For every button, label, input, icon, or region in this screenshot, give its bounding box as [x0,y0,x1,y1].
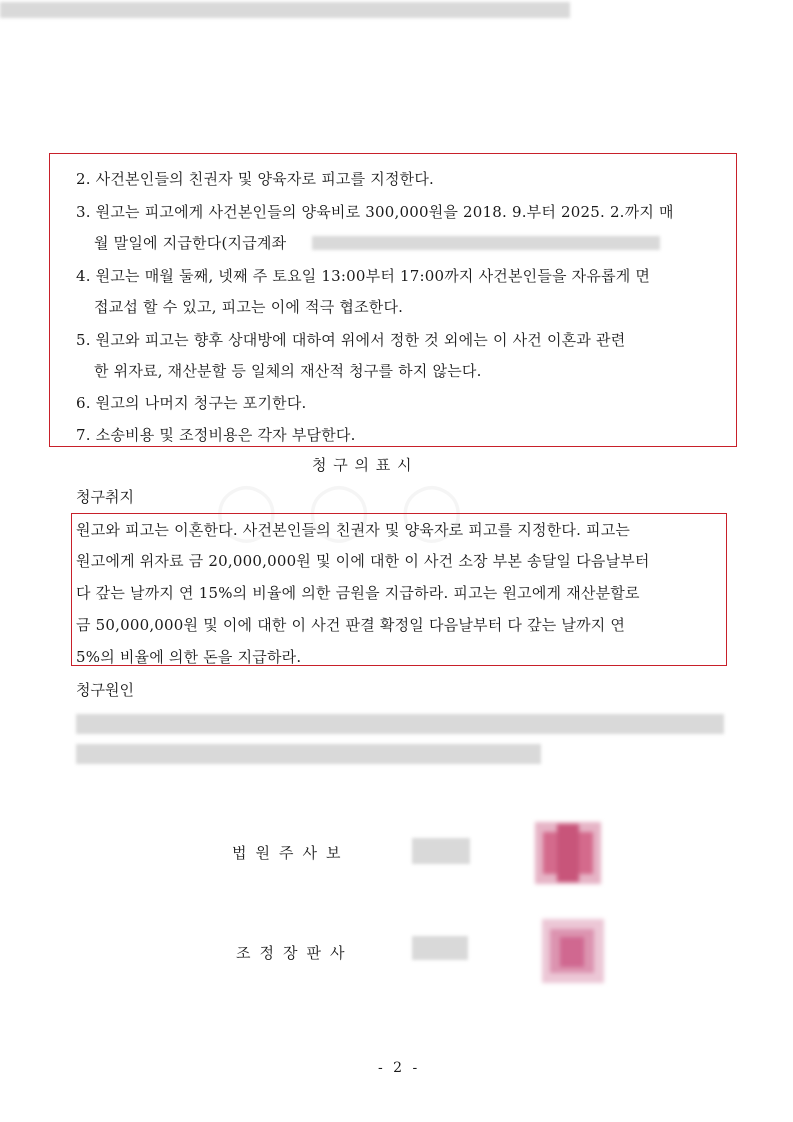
decision-item-2: 2. 사건본인들의 친권자 및 양육자로 피고를 지정한다. [76,170,434,188]
claim-purpose-line: 다 갚는 날까지 연 15%의 비율에 의한 금원을 지급하라. 피고는 원고에게 재산분할로 [76,584,640,602]
decision-item-5-cont: 한 위자료, 재산분할 등 일체의 재산적 청구를 하지 않는다. [94,362,482,380]
seal-stamp-clerk [527,818,607,888]
claim-purpose-line: 금 50,000,000원 및 이에 대한 이 사건 판결 확정일 다음날부터 다 갚는 날까지 연 [76,616,626,634]
decision-item-3-cont: 월 말일에 지급한다(지급계좌 [94,234,287,252]
claim-purpose-label: 청구취지 [76,488,134,506]
seal-stamp-judge [538,915,608,987]
signature-title-judge: 조정장판사 [236,944,354,962]
decision-item-7: 7. 소송비용 및 조정비용은 각자 부담한다. [76,426,356,444]
redacted-claim-cause [76,710,724,772]
redacted-header [0,0,570,22]
redacted-name-judge [412,936,468,960]
decision-item-3: 3. 원고는 피고에게 사건본인들의 양육비로 300,000원을 2018. 9.부터 2025. 2.까지 매 [76,203,674,221]
page-number: - 2 - [378,1060,421,1076]
decision-item-5: 5. 원고와 피고는 향후 상대방에 대하여 위에서 정한 것 외에는 이 사건 이혼과 관련 [76,331,626,349]
claim-purpose-line: 5%의 비율에 의한 돈을 지급하라. [76,648,302,666]
redacted-account-number [312,234,660,252]
claim-heading: 청 구 의 표 시 [312,456,413,474]
claim-purpose-line: 원고에게 위자료 금 20,000,000원 및 이에 대한 이 사건 소장 부본 송달일 다음날부터 [76,552,650,570]
decision-item-4: 4. 원고는 매월 둘째, 넷째 주 토요일 13:00부터 17:00까지 사건본인들을 자유롭게 면 [76,267,651,285]
decision-item-6: 6. 원고의 나머지 청구는 포기한다. [76,394,307,412]
decision-item-4-cont: 접교섭 할 수 있고, 피고는 이에 적극 협조한다. [94,298,404,316]
claim-purpose-line: 원고와 피고는 이혼한다. 사건본인들의 친권자 및 양육자로 피고를 지정한다. 피고는 [76,521,631,539]
claim-cause-label: 청구원인 [76,681,134,699]
signature-title-clerk: 법원주사보 [232,844,350,862]
redacted-name-clerk [412,838,470,864]
